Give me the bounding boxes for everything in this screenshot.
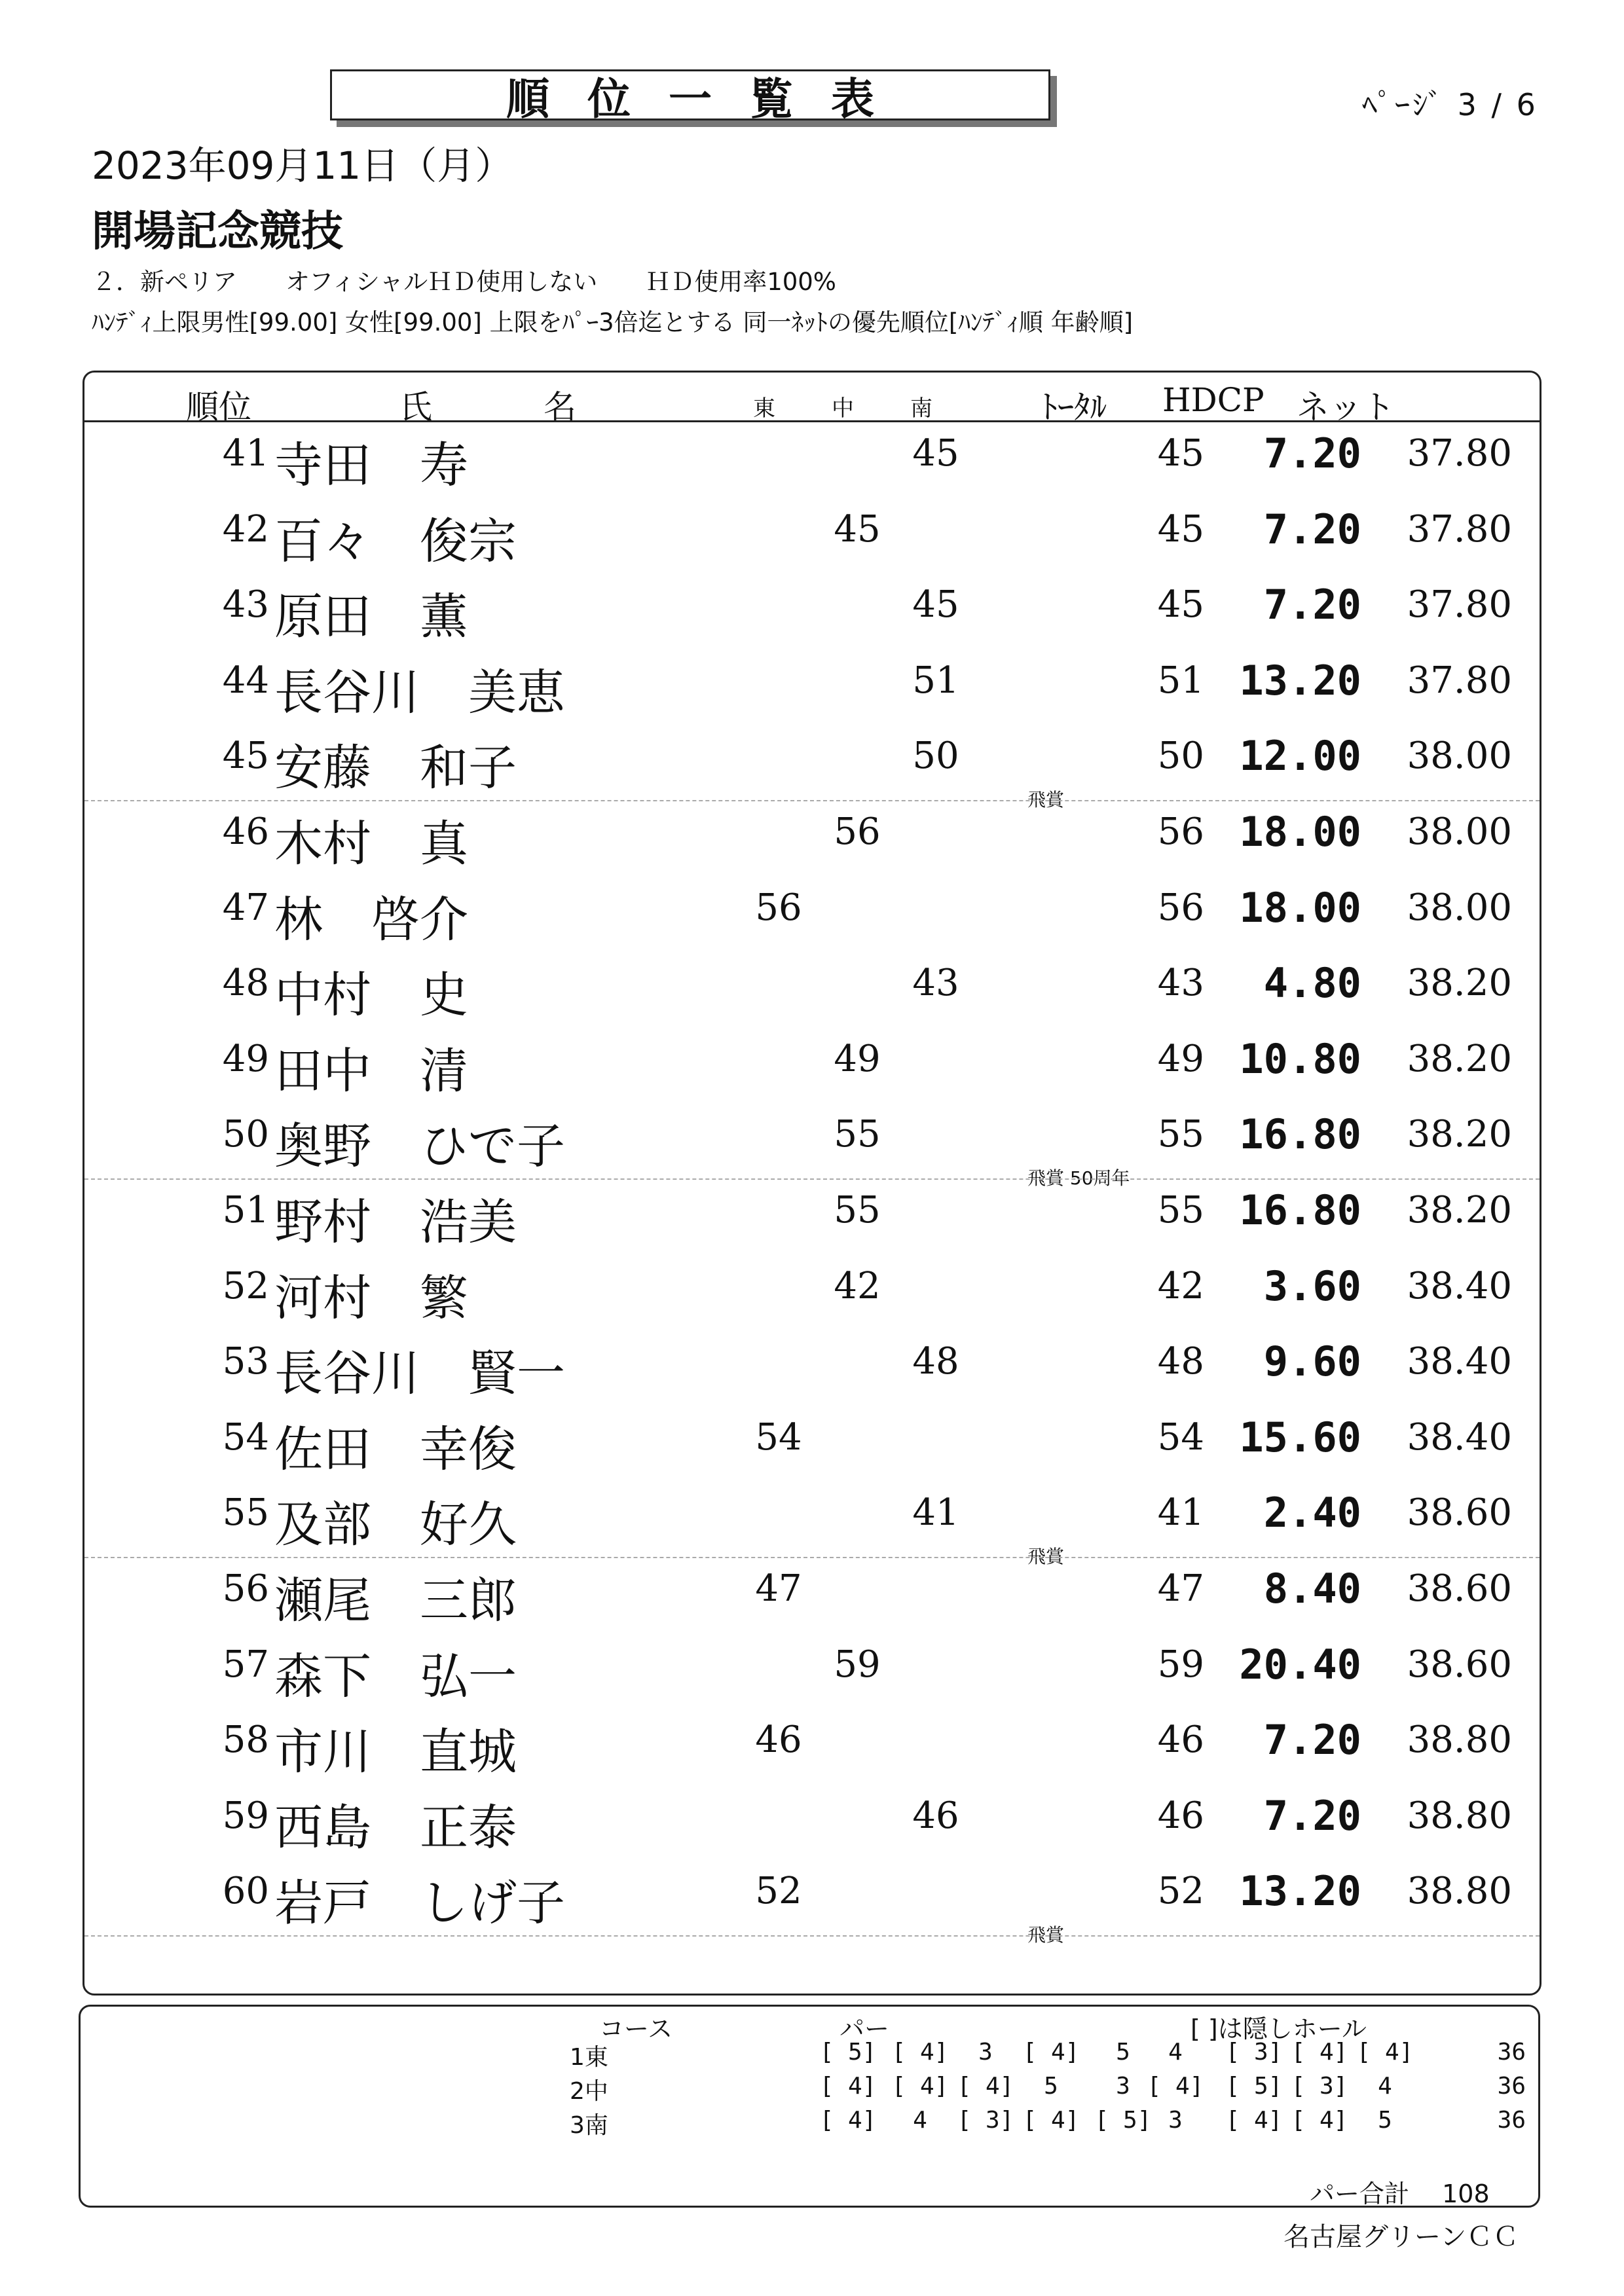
total-cell: 47 <box>1157 1567 1204 1610</box>
total-cell: 41 <box>1157 1491 1204 1535</box>
total-cell: 43 <box>1157 962 1204 1005</box>
header-name-1: 氏 <box>399 388 432 426</box>
name-cell: 安藤 和子 <box>274 740 517 797</box>
south-score-cell: 48 <box>912 1340 959 1383</box>
hdcp-cell: 7.20 <box>1263 1791 1361 1840</box>
name-cell: 林 啓介 <box>274 891 468 948</box>
name-cell: 市川 直城 <box>274 1724 517 1781</box>
rank-cell: 53 <box>222 1340 269 1383</box>
rank-cell: 42 <box>222 507 269 551</box>
hole-par: [ 4] <box>1356 2039 1414 2066</box>
hole-par: 3 <box>1168 2107 1183 2134</box>
course-par-total: 36 <box>1497 2073 1526 2100</box>
east-score-cell: 46 <box>755 1719 802 1762</box>
net-cell: 37.80 <box>1407 659 1512 702</box>
hole-par: [ 5] <box>819 2039 877 2066</box>
rank-cell: 55 <box>222 1491 269 1535</box>
course-par-total: 36 <box>1497 2039 1526 2066</box>
header-name-2: 名 <box>544 388 576 426</box>
rank-cell: 54 <box>222 1415 269 1459</box>
rank-cell: 60 <box>222 1870 269 1913</box>
prize-note: 飛賞 50周年 <box>1027 1167 1130 1190</box>
hole-par: [ 4] <box>1291 2107 1348 2134</box>
name-cell: 寺田 寿 <box>274 437 468 494</box>
table-row <box>84 725 1540 811</box>
hole-par: [ 5] <box>1094 2107 1152 2134</box>
name-cell: 長谷川 美恵 <box>274 664 565 721</box>
hole-par: 4 <box>1168 2039 1183 2066</box>
hole-par: [ 4] <box>891 2073 949 2100</box>
middle-score-cell: 55 <box>834 1189 881 1231</box>
row-separator <box>84 1935 1540 1937</box>
hole-par: [ 4] <box>1147 2073 1204 2100</box>
hole-par: 5 <box>1116 2039 1130 2066</box>
hdcp-cell: 12.00 <box>1239 732 1361 780</box>
rank-cell: 45 <box>222 735 269 778</box>
net-cell: 38.00 <box>1407 735 1512 778</box>
net-cell: 38.80 <box>1407 1870 1512 1913</box>
hole-par: [ 4] <box>1022 2107 1080 2134</box>
table-row <box>84 1029 1540 1104</box>
par-label: パー <box>840 2014 890 2043</box>
table-row <box>84 1256 1540 1332</box>
hole-par: [ 4] <box>1225 2107 1283 2134</box>
rank-cell: 49 <box>222 1037 269 1080</box>
name-cell: 百々 俊宗 <box>274 513 517 570</box>
net-cell: 38.20 <box>1407 962 1512 1005</box>
south-score-cell: 45 <box>912 583 959 627</box>
conditions-line-1: ２．新ペリア オフィシャルＨＤ使用しない ＨＤ使用率100% <box>92 268 836 296</box>
table-row <box>84 1180 1540 1256</box>
rank-cell: 52 <box>222 1264 269 1307</box>
rank-cell: 57 <box>222 1643 269 1686</box>
hdcp-cell: 15.60 <box>1239 1413 1361 1461</box>
hdcp-cell: 13.20 <box>1239 656 1361 704</box>
course-row <box>0 2073 1624 2107</box>
net-cell: 38.60 <box>1407 1643 1512 1686</box>
table-row <box>84 801 1540 877</box>
total-cell: 45 <box>1157 507 1204 551</box>
net-cell: 38.00 <box>1407 811 1512 853</box>
rank-cell: 59 <box>222 1794 269 1837</box>
prize-note: 飛賞 <box>1027 789 1065 811</box>
east-score-cell: 47 <box>755 1567 802 1610</box>
rank-cell: 43 <box>222 583 269 627</box>
table-row <box>84 877 1540 953</box>
hdcp-cell: 16.80 <box>1239 1110 1361 1159</box>
hole-par: 4 <box>1378 2073 1392 2100</box>
hdcp-cell: 2.40 <box>1263 1489 1361 1537</box>
net-cell: 38.20 <box>1407 1189 1512 1231</box>
name-cell: 中村 史 <box>274 967 468 1024</box>
course-label: コース <box>599 2014 673 2043</box>
net-cell: 38.40 <box>1407 1340 1512 1383</box>
total-cell: 52 <box>1157 1870 1204 1913</box>
total-cell: 48 <box>1157 1340 1204 1383</box>
total-cell: 46 <box>1157 1719 1204 1762</box>
rank-cell: 50 <box>222 1113 269 1156</box>
table-row <box>84 1331 1540 1407</box>
name-cell: 原田 薫 <box>274 589 468 646</box>
table-row <box>84 574 1540 650</box>
table-row <box>84 1104 1540 1190</box>
net-cell: 38.00 <box>1407 886 1512 929</box>
rank-cell: 41 <box>222 432 269 475</box>
course-name: 3南 <box>570 2112 608 2139</box>
header-total: ﾄｰﾀﾙ <box>1041 388 1107 426</box>
name-cell: 瀬尾 三郎 <box>274 1573 517 1629</box>
course-row <box>0 2107 1624 2141</box>
south-score-cell: 43 <box>912 962 959 1005</box>
name-cell: 木村 真 <box>274 816 468 872</box>
competition-name: 開場記念競技 <box>92 208 343 256</box>
east-score-cell: 52 <box>755 1870 802 1913</box>
hdcp-cell: 4.80 <box>1263 959 1361 1008</box>
table-row <box>84 1482 1540 1568</box>
course-name: 1東 <box>570 2044 608 2071</box>
table-row <box>84 953 1540 1029</box>
course-name: 2中 <box>570 2078 608 2105</box>
south-score-cell: 51 <box>912 659 959 702</box>
rank-cell: 56 <box>222 1567 269 1610</box>
hole-par: [ 4] <box>819 2073 877 2100</box>
hidden-hole-legend: [ ]は隠しホール <box>1190 2014 1367 2043</box>
prize-note: 飛賞 <box>1027 1546 1065 1568</box>
total-cell: 50 <box>1157 735 1204 778</box>
net-cell: 38.60 <box>1407 1567 1512 1610</box>
hole-par: [ 4] <box>1022 2039 1080 2066</box>
club-name: 名古屋グリーンＣＣ <box>1283 2222 1519 2252</box>
rank-cell: 44 <box>222 659 269 702</box>
hole-par: [ 3] <box>957 2107 1014 2134</box>
hole-par: [ 4] <box>819 2107 877 2134</box>
name-cell: 田中 清 <box>274 1042 468 1099</box>
total-cell: 59 <box>1157 1643 1204 1686</box>
table-row <box>84 1785 1540 1861</box>
hole-par: 5 <box>1044 2073 1058 2100</box>
hole-par: [ 5] <box>1225 2073 1283 2100</box>
hdcp-cell: 8.40 <box>1263 1565 1361 1613</box>
header-net: ネット <box>1297 388 1395 426</box>
south-score-cell: 41 <box>912 1491 959 1535</box>
table-row <box>84 1634 1540 1710</box>
south-score-cell: 45 <box>912 432 959 475</box>
total-cell: 49 <box>1157 1037 1204 1080</box>
middle-score-cell: 59 <box>834 1643 881 1686</box>
middle-score-cell: 56 <box>834 811 881 853</box>
total-cell: 55 <box>1157 1113 1204 1156</box>
east-score-cell: 56 <box>755 886 802 929</box>
total-cell: 42 <box>1157 1264 1204 1307</box>
middle-score-cell: 42 <box>834 1264 881 1307</box>
hdcp-cell: 9.60 <box>1263 1338 1361 1386</box>
hdcp-cell: 7.20 <box>1263 1716 1361 1764</box>
east-score-cell: 54 <box>755 1415 802 1459</box>
hole-par: 5 <box>1378 2107 1392 2134</box>
hole-par: [ 3] <box>1225 2039 1283 2066</box>
header-divider <box>84 420 1540 422</box>
hdcp-cell: 13.20 <box>1239 1867 1361 1916</box>
title-box <box>330 69 1050 124</box>
table-row <box>84 1558 1540 1634</box>
header-middle: 中 <box>832 395 854 422</box>
header-rank: 順位 <box>186 388 251 426</box>
hole-par: [ 4] <box>957 2073 1014 2100</box>
rank-cell: 46 <box>222 811 269 853</box>
header-south: 南 <box>910 395 932 422</box>
total-cell: 45 <box>1157 583 1204 627</box>
south-score-cell: 50 <box>912 735 959 778</box>
name-cell: 河村 繁 <box>274 1269 468 1326</box>
net-cell: 38.20 <box>1407 1037 1512 1080</box>
total-cell: 51 <box>1157 659 1204 702</box>
net-cell: 37.80 <box>1407 432 1512 475</box>
net-cell: 38.80 <box>1407 1719 1512 1762</box>
total-cell: 54 <box>1157 1415 1204 1459</box>
hdcp-cell: 18.00 <box>1239 883 1361 932</box>
table-row <box>84 650 1540 726</box>
name-cell: 西島 正泰 <box>274 1799 517 1856</box>
name-cell: 佐田 幸俊 <box>274 1421 517 1478</box>
par-total-label: パー合計 <box>1310 2179 1410 2208</box>
table-row <box>84 1709 1540 1785</box>
hdcp-cell: 18.00 <box>1239 808 1361 856</box>
par-total-value: 108 <box>1442 2179 1490 2208</box>
table-row <box>84 499 1540 575</box>
total-cell: 56 <box>1157 811 1204 853</box>
hdcp-cell: 7.20 <box>1263 505 1361 553</box>
name-cell: 岩戸 しげ子 <box>274 1875 565 1932</box>
net-cell: 37.80 <box>1407 507 1512 551</box>
hole-par: 4 <box>913 2107 927 2134</box>
total-cell: 46 <box>1157 1794 1204 1837</box>
header-east: 東 <box>753 395 775 422</box>
hole-par: [ 4] <box>891 2039 949 2066</box>
hdcp-cell: 20.40 <box>1239 1640 1361 1688</box>
net-cell: 38.80 <box>1407 1794 1512 1837</box>
hdcp-cell: 3.60 <box>1263 1262 1361 1310</box>
net-cell: 37.80 <box>1407 583 1512 627</box>
hole-par: 3 <box>978 2039 993 2066</box>
middle-score-cell: 49 <box>834 1037 881 1080</box>
name-cell: 野村 浩美 <box>274 1194 517 1250</box>
page-indicator: ﾍﾟｰｼﾞ 3 / 6 <box>1362 87 1538 122</box>
total-cell: 55 <box>1157 1189 1204 1231</box>
name-cell: 森下 弘一 <box>274 1648 517 1705</box>
net-cell: 38.40 <box>1407 1264 1512 1307</box>
total-cell: 45 <box>1157 432 1204 475</box>
table-row <box>84 423 1540 499</box>
net-cell: 38.40 <box>1407 1415 1512 1459</box>
middle-score-cell: 45 <box>834 507 881 551</box>
total-cell: 56 <box>1157 886 1204 929</box>
rank-cell: 58 <box>222 1719 269 1762</box>
event-date: 2023年09月11日（月） <box>92 143 513 188</box>
rank-cell: 48 <box>222 962 269 1005</box>
south-score-cell: 46 <box>912 1794 959 1837</box>
hole-par: [ 3] <box>1291 2073 1348 2100</box>
hdcp-cell: 16.80 <box>1239 1186 1361 1234</box>
middle-score-cell: 55 <box>834 1113 881 1156</box>
hdcp-cell: 10.80 <box>1239 1034 1361 1083</box>
hdcp-cell: 7.20 <box>1263 581 1361 629</box>
table-row <box>84 1861 1540 1946</box>
rank-cell: 47 <box>222 886 269 929</box>
net-cell: 38.60 <box>1407 1491 1512 1535</box>
prize-note: 飛賞 <box>1027 1924 1065 1946</box>
name-cell: 及部 好久 <box>274 1497 517 1554</box>
net-cell: 38.20 <box>1407 1113 1512 1156</box>
name-cell: 奥野 ひで子 <box>274 1118 565 1175</box>
course-row <box>0 2039 1624 2073</box>
hdcp-cell: 7.20 <box>1263 429 1361 477</box>
hole-par: 3 <box>1116 2073 1130 2100</box>
hole-par: [ 4] <box>1291 2039 1348 2066</box>
rank-cell: 51 <box>222 1189 269 1231</box>
table-row <box>84 1407 1540 1483</box>
conditions-line-2: ﾊﾝﾃﾞｨ上限男性[99.00] 女性[99.00] 上限をﾊﾟｰ3倍迄とする 同一ﾈｯﾄの優先順位[ﾊﾝﾃﾞｨ順 年齢順] <box>92 308 1134 337</box>
page-title: 順位一覧表 <box>506 73 912 124</box>
course-par-total: 36 <box>1497 2107 1526 2134</box>
par-total <box>1310 2174 1490 2210</box>
name-cell: 長谷川 賢一 <box>274 1345 565 1402</box>
header-hdcp: HDCP <box>1162 381 1264 419</box>
